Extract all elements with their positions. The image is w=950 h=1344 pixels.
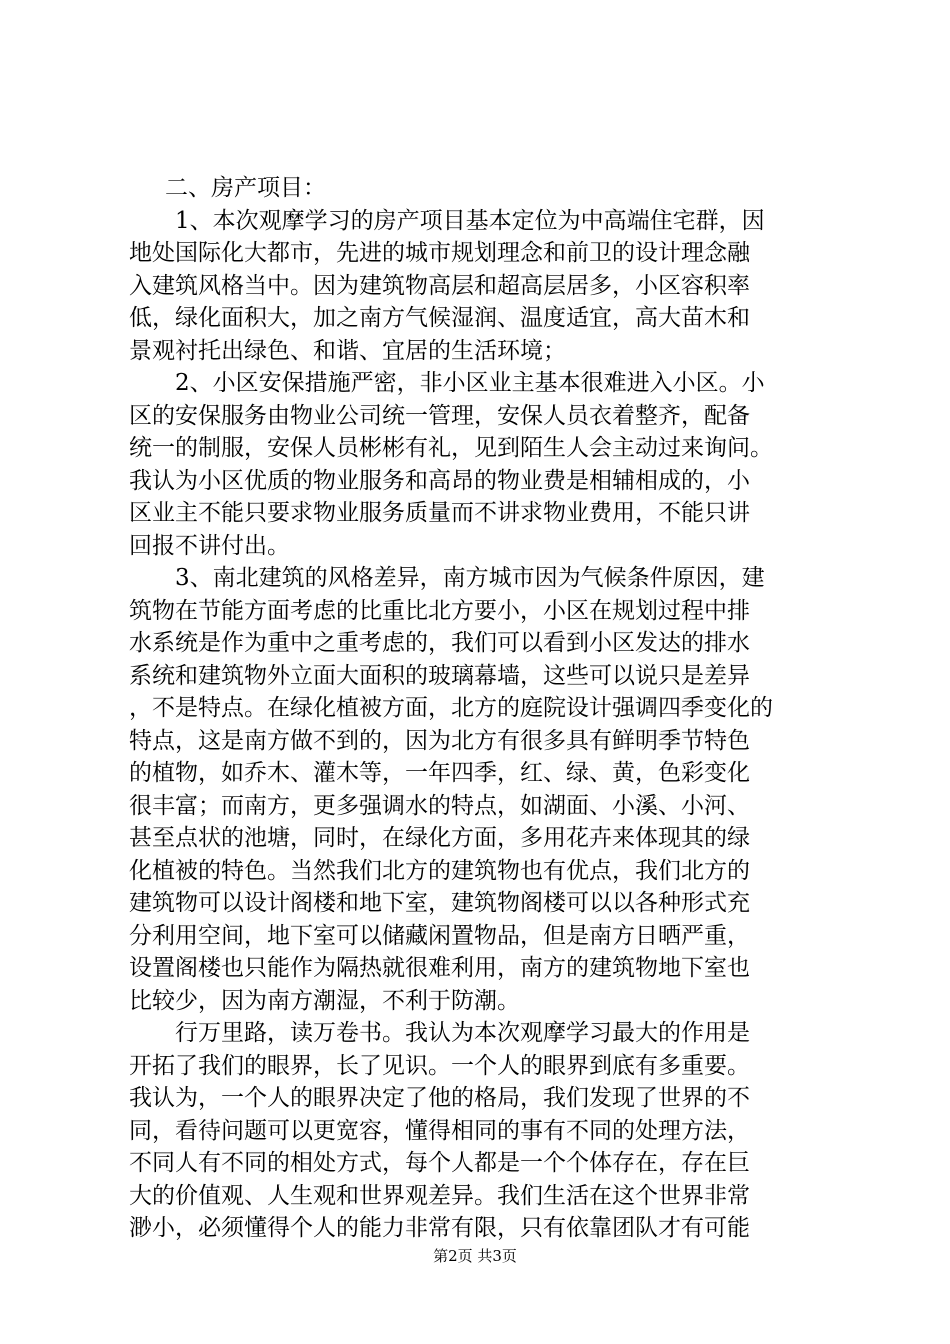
paragraph-line: 建筑物可以设计阁楼和地下室，建筑物阁楼可以以各种形式充 <box>129 890 750 916</box>
paragraph-line: 不同人有不同的相处方式，每个人都是一个个体存在，存在巨 <box>129 1150 750 1176</box>
paragraph-line: 2、小区安保措施严密，非小区业主基本很难进入小区。小 <box>175 370 765 396</box>
paragraph-line: 入建筑风格当中。因为建筑物高层和超高层居多，小区容积率 <box>129 272 750 299</box>
paragraph-line: 化植被的特色。当然我们北方的建筑物也有优点，我们北方的 <box>129 857 750 884</box>
paragraph-line: 渺小，必须懂得个人的能力非常有限，只有依靠团队才有可能 <box>129 1215 750 1241</box>
paragraph-line: 大的价值观、人生观和世界观差异。我们生活在这个世界非常 <box>129 1182 750 1209</box>
paragraph-line: 很丰富；而南方，更多强调水的特点，如湖面、小溪、小河、 <box>129 792 750 819</box>
paragraph-line: ，不是特点。在绿化植被方面，北方的庭院设计强调四季变化的 <box>129 695 773 721</box>
paragraph-line: 设置阁楼也只能作为隔热就很难利用，南方的建筑物地下室也 <box>129 955 750 981</box>
page-number-footer: 第2页 共3页 <box>433 1247 517 1265</box>
paragraph-line: 低，绿化面积大，加之南方气候湿润、温度适宜，高大苗木和 <box>129 305 750 331</box>
paragraph-line: 区业主不能只要求物业服务质量而不讲求物业费用，不能只讲 <box>129 500 750 526</box>
paragraph-line: 同，看待问题可以更宽容，懂得相同的事有不同的处理方法， <box>129 1117 750 1144</box>
paragraph-line: 的植物，如乔木、灌木等，一年四季，红、绿、黄，色彩变化 <box>129 760 750 786</box>
paragraph-line: 甚至点状的池塘，同时，在绿化方面，多用花卉来体现其的绿 <box>129 825 750 851</box>
paragraph-line: 景观衬托出绿色、和谐、宜居的生活环境； <box>129 337 566 364</box>
paragraph-line: 水系统是作为重中之重考虑的，我们可以看到小区发达的排水 <box>129 630 750 656</box>
body-text <box>129 172 834 1245</box>
paragraph-line: 比较少，因为南方潮湿，不利于防潮。 <box>129 987 520 1014</box>
paragraph-line: 特点，这是南方做不到的，因为北方有很多具有鲜明季节特色 <box>129 727 750 754</box>
paragraph-line: 分利用空间，地下室可以储藏闲置物品，但是南方日晒严重， <box>129 922 750 949</box>
section-heading: 二、房产项目： <box>165 175 326 201</box>
paragraph-line: 统一的制服，安保人员彬彬有礼，见到陌生人会主动过来询问。 <box>129 435 773 461</box>
paragraph-line: 地处国际化大都市，先进的城市规划理念和前卫的设计理念融 <box>129 240 750 266</box>
paragraph-line: 回报不讲付出。 <box>129 532 290 559</box>
paragraph-line: 1、本次观摩学习的房产项目基本定位为中高端住宅群，因 <box>175 207 765 234</box>
paragraph-line: 行万里路，读万卷书。我认为本次观摩学习最大的作用是 <box>175 1020 750 1046</box>
paragraph-line: 筑物在节能方面考虑的比重比北方要小，小区在规划过程中排 <box>129 597 750 624</box>
paragraph-line: 开拓了我们的眼界，长了见识。一个人的眼界到底有多重要。 <box>129 1052 750 1079</box>
paragraph-line: 3、南北建筑的风格差异，南方城市因为气候条件原因，建 <box>175 565 765 591</box>
paragraph-line: 我认为，一个人的眼界决定了他的格局，我们发现了世界的不 <box>129 1085 750 1111</box>
paragraph-line: 我认为小区优质的物业服务和高昂的物业费是相辅相成的，小 <box>129 467 750 494</box>
paragraph-line: 区的安保服务由物业公司统一管理，安保人员衣着整齐，配备 <box>129 402 750 429</box>
paragraph-line: 系统和建筑物外立面大面积的玻璃幕墙，这些可以说只是差异 <box>129 662 750 689</box>
